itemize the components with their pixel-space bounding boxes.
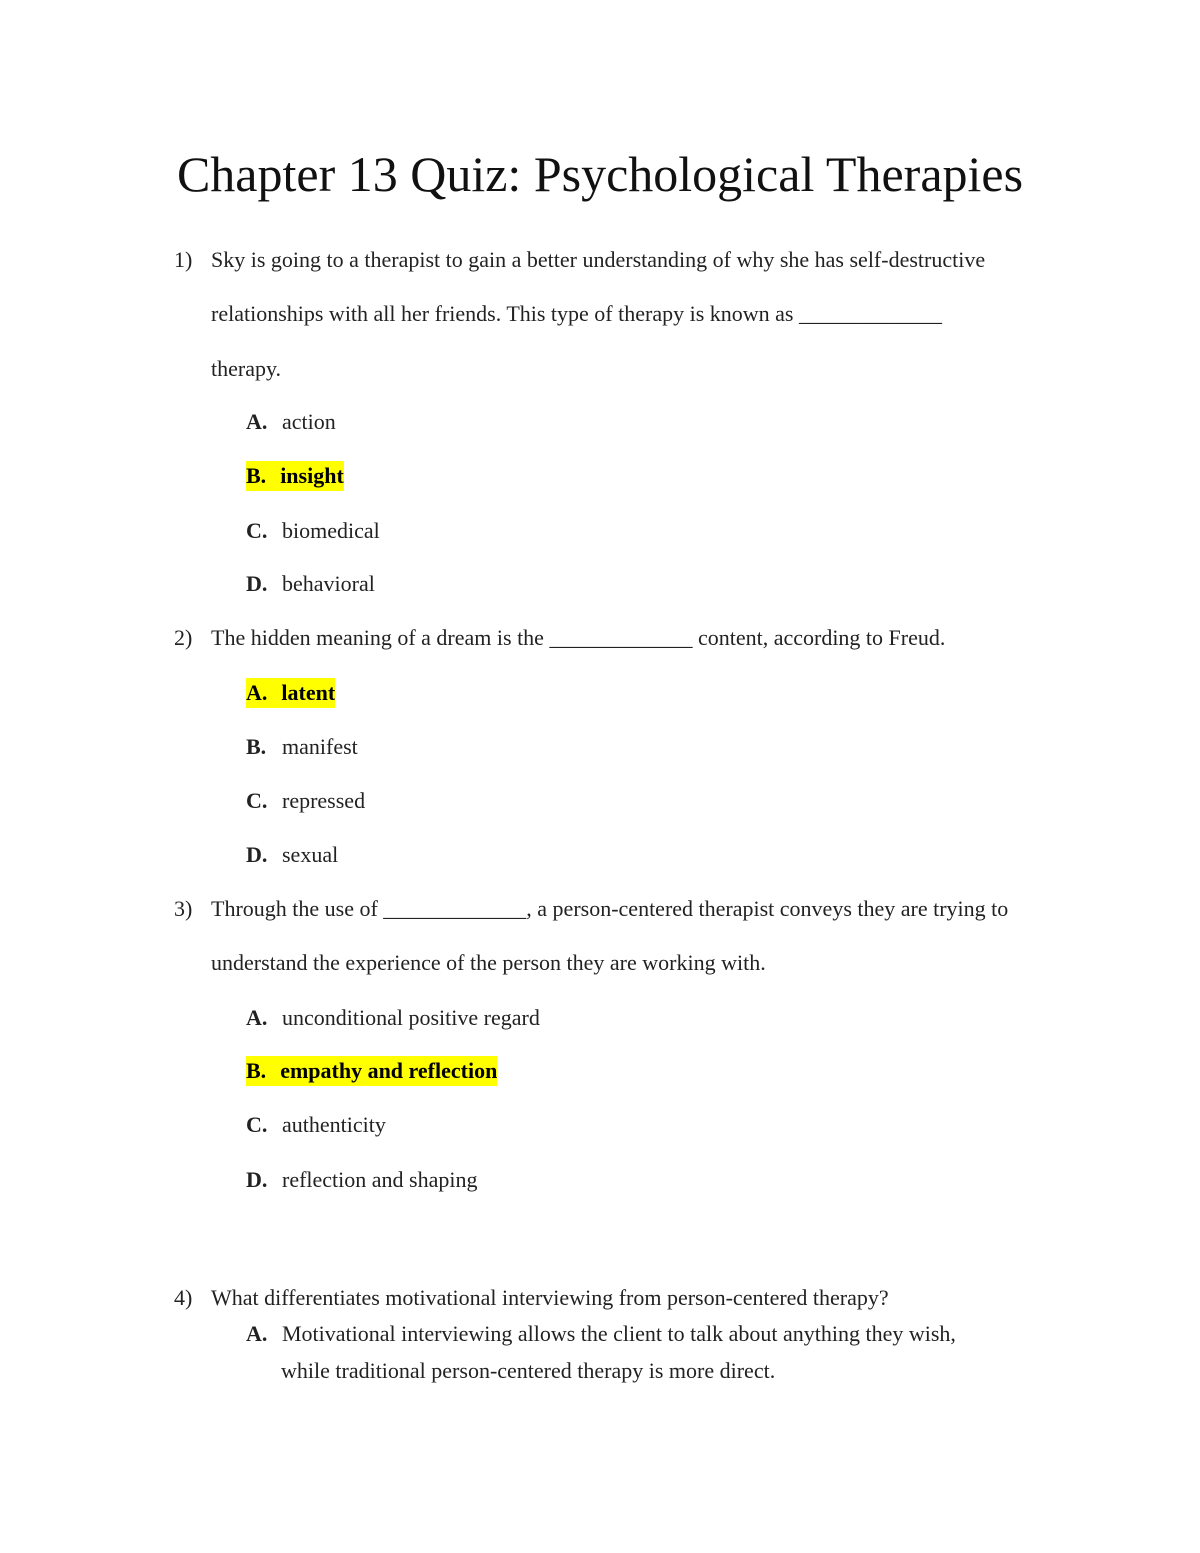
option-text: unconditional positive regard: [282, 1005, 540, 1030]
question-1-option-d: [246, 569, 375, 599]
option-text: insight: [280, 463, 344, 488]
question-1-text-line-2: relationships with all her friends. This type of therapy is known as _____________: [211, 301, 942, 326]
option-letter: C.: [246, 788, 268, 813]
option-text: latent: [281, 680, 336, 705]
option-letter: D.: [246, 571, 268, 596]
question-4-option-a-continuation: while traditional person-centered therapy is more direct.: [281, 1358, 776, 1383]
question-1-number: 1): [174, 247, 193, 272]
question-4-number: 4): [174, 1285, 193, 1310]
option-letter: D.: [246, 1167, 268, 1192]
question-3-text-line-1: Through the use of _____________, a person-centered therapist conveys they are trying to: [211, 896, 1009, 921]
option-letter: B.: [246, 734, 267, 759]
option-text: sexual: [282, 842, 339, 867]
option-letter: A.: [246, 1005, 268, 1030]
question-2-option-a-correct: [246, 678, 335, 708]
option-text: repressed: [282, 788, 366, 813]
option-letter: A.: [246, 409, 268, 434]
option-text: authenticity: [282, 1112, 386, 1137]
option-text: manifest: [282, 734, 358, 759]
question-2-option-b: [246, 732, 358, 762]
option-letter: B.: [246, 1058, 267, 1083]
option-text: behavioral: [282, 571, 375, 596]
question-3-text-line-2: understand the experience of the person they are working with.: [211, 950, 766, 975]
option-letter: C.: [246, 518, 268, 543]
option-letter: C.: [246, 1112, 268, 1137]
option-text: action: [282, 409, 336, 434]
question-2-number: 2): [174, 625, 193, 650]
option-text: empathy and reflection: [280, 1058, 498, 1083]
option-text: biomedical: [282, 518, 380, 543]
question-3-option-b-correct: [246, 1056, 497, 1086]
question-3-option-a: [246, 1003, 540, 1033]
question-4-option-a: [246, 1319, 956, 1349]
question-3-number: 3): [174, 896, 193, 921]
question-2-option-c: [246, 786, 365, 816]
option-text: reflection and shaping: [282, 1167, 478, 1192]
option-text: Motivational interviewing allows the client to talk about anything they wish,: [282, 1321, 956, 1346]
question-3-option-c: [246, 1110, 386, 1140]
question-1-text-line-3: therapy.: [211, 356, 282, 381]
document-title: Chapter 13 Quiz: Psychological Therapies: [176, 146, 1024, 202]
question-2-text-line-1: The hidden meaning of a dream is the _____________ content, according to Freud.: [211, 625, 946, 650]
question-1-option-a: [246, 407, 336, 437]
option-letter: B.: [246, 463, 267, 488]
question-1-text-line-1: Sky is going to a therapist to gain a better understanding of why she has self-destructive: [211, 247, 986, 272]
question-1-option-c: [246, 516, 380, 546]
question-4-text-line-1: What differentiates motivational interviewing from person-centered therapy?: [211, 1285, 889, 1310]
question-3-option-d: [246, 1165, 478, 1195]
option-letter: A.: [246, 1321, 268, 1346]
option-letter: D.: [246, 842, 268, 867]
question-2-option-d: [246, 840, 338, 870]
question-1-option-b-correct: [246, 461, 344, 491]
option-letter: A.: [246, 680, 268, 705]
